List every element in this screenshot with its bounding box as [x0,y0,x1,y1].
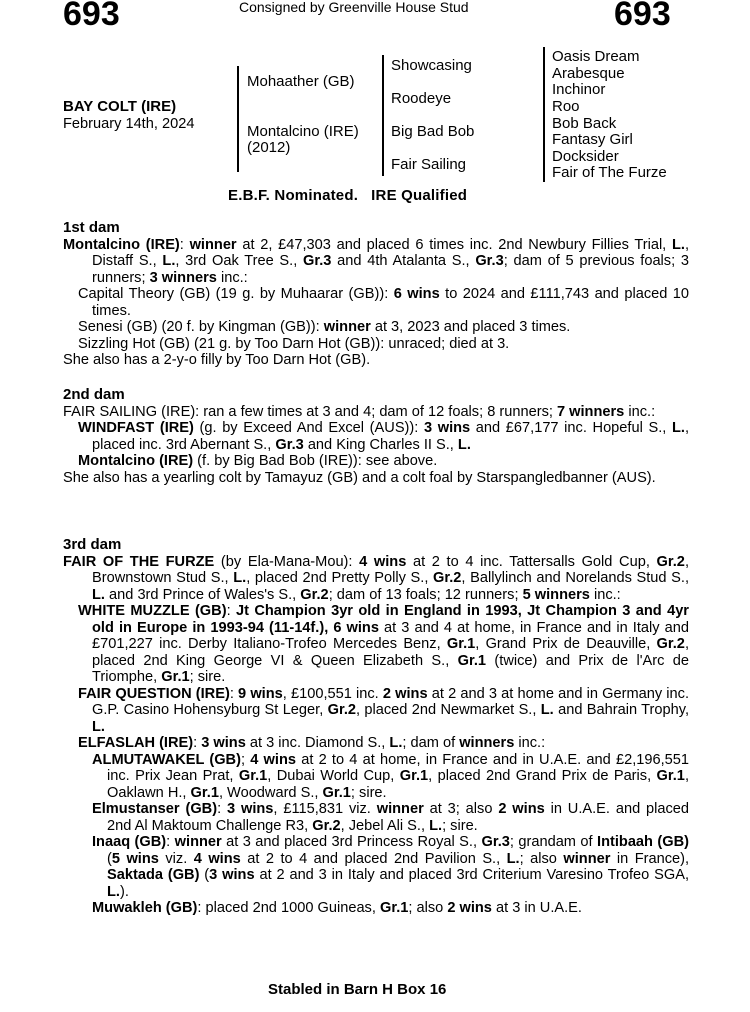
foal-white-muzzle: WHITE MUZZLE (GB): Jt Champion 3yr old in England in 1993, Jt Champion 3 and 4yr old in Europe in 1993-94 (11-14f.), 6 wins at 3 and 4 at home, in France and in Italy and £701,227 inc. Derby Italiano-Trofeo Mercedes Benz, Gr.1, Grand Prix de Deauville, Gr.2, placed 2nd King George VI & Queen Elizabeth S., Gr.1 (twice) and Prix de l'Arc de Triomphe, Gr.1; sire. [78,603,689,685]
foal-elmustanser: Elmustanser (GB): 3 wins, £115,831 viz. winner at 3; also 2 wins in U.A.E. and placed 2nd Al Maktoum Challenge R3, Gr.2, Jebel Ali S., L.; sire. [92,801,690,834]
third-dam-heading: 3rd dam [63,536,122,553]
first-dam-note: She also has a 2-y-o filly by Too Darn Hot (GB). [63,352,371,368]
sire-dam: Roodeye [391,90,452,107]
qualifications: E.B.F. Nominated. IRE Qualified [228,187,468,204]
second-dam-heading: 2nd dam [63,386,125,403]
dam-sire: Big Bad Bob [391,123,475,140]
second-dam-record: FAIR SAILING (IRE): ran a few times at 3 and 4; dam of 12 foals; 8 runners; 7 winners inc.: [63,403,656,420]
lot-number-left: 693 [63,0,120,33]
first-dam-section [63,220,689,369]
stabling-info: Stabled in Barn H Box 16 [268,981,447,998]
gg-4: Roo [552,98,580,115]
pedigree-bracket-1 [237,66,239,172]
gg-5: Bob Back [552,115,617,132]
foal-senesi: Senesi (GB) (20 f. by Kingman (GB)): winner at 3, 2023 and placed 3 times. [78,319,571,335]
sire: Mohaather (GB) [247,73,355,90]
foal-muwakleh: Muwakleh (GB): placed 2nd 1000 Guineas, Gr.1; also 2 wins at 3 in U.A.E. [92,900,582,916]
gg-7: Docksider [552,148,619,165]
lot-number-right: 693 [614,0,671,33]
gg-6: Fantasy Girl [552,131,633,148]
second-dam-section [63,387,689,486]
consignor: Consigned by Greenville House Stud [239,0,469,15]
gg-8: Fair of The Furze [552,164,667,181]
third-dam-record: FAIR OF THE FURZE (by Ela-Mana-Mou): 4 wins at 2 to 4 inc. Tattersalls Gold Cup, Gr.2, Brownstown Stud S., L., placed 2nd Pretty Polly S., Gr.2, Ballylinch and Norelands Stud S., L. and 3rd Prince of Wales's S., Gr.2; dam of 13 foals; 12 runners; 5 winners inc.: [63,553,689,603]
foal-elfaslah: ELFASLAH (IRE): 3 wins at 3 inc. Diamond S., L.; dam of winners inc.: [78,735,546,751]
gg-3: Inchinor [552,81,606,98]
gg-2: Arabesque [552,65,625,82]
gg-1: Oasis Dream [552,48,640,65]
foal-fair-question: FAIR QUESTION (IRE): 9 wins, £100,551 inc. 2 wins at 2 and 3 at home and in Germany inc. G.P. Casino Hohensyburg St Leger, Gr.2, placed 2nd Newmarket S., L. and Bahrain Trophy, L. [78,685,690,735]
horse-description: BAY COLT (IRE) [63,98,177,115]
foal-capital-theory: Capital Theory (GB) (19 g. by Muhaarar (GB)): 6 wins to 2024 and £111,743 and placed 10 times. [78,286,690,319]
third-dam-section [63,537,689,917]
first-dam-record: Montalcino (IRE): winner at 2, £47,303 and placed 6 times inc. 2nd Newbury Fillies Trial, L., Distaff S., L., 3rd Oak Tree S., Gr.3 and 4th Atalanta S., Gr.3; dam of 5 previous foals; 3 runners; 3 winners inc.: [63,236,690,286]
foal-windfast: WINDFAST (IRE) (g. by Exceed And Excel (AUS)): 3 wins and £67,177 inc. Hopeful S., L., placed inc. 3rd Abernant S., Gr.3 and King Charles II S., L. [78,420,689,453]
pedigree-bracket-2 [382,55,384,176]
foaling-date: February 14th, 2024 [63,116,195,132]
foal-almutawakel: ALMUTAWAKEL (GB); 4 wins at 2 to 4 at home, in France and in U.A.E. and £2,196,551 inc. Prix Jean Prat, Gr.1, Dubai World Cup, Gr.1, placed 2nd Grand Prix de Paris, Gr.1, Oaklawn H., Gr.1, Woodward S., Gr.1; sire. [92,751,690,801]
dam-year: (2012) [247,139,291,156]
dam: Montalcino (IRE) [247,123,359,140]
foal-montalcino: Montalcino (IRE) (f. by Big Bad Bob (IRE)): see above. [78,453,438,469]
second-dam-note: She also has a yearling colt by Tamayuz (GB) and a colt foal by Starspangledbanner (AUS). [63,469,656,486]
foal-inaaq: Inaaq (GB): winner at 3 and placed 3rd Princess Royal S., Gr.3; grandam of Intibaah (GB) (5 wins viz. 4 wins at 2 to 4 and placed 2nd Pavilion S., L.; also winner in France), Saktada (GB) (3 wins at 2 and 3 in Italy and placed 3rd Criterium Varesino Trofeo SGA, L.). [92,834,690,900]
dam-dam: Fair Sailing [391,156,467,173]
foal-sizzling-hot: Sizzling Hot (GB) (21 g. by Too Darn Hot (GB)): unraced; died at 3. [78,335,510,352]
first-dam-name: Montalcino (IRE) [63,236,180,253]
pedigree-bracket-3 [543,47,545,182]
first-dam-heading: 1st dam [63,219,120,236]
sire-sire: Showcasing [391,57,472,74]
